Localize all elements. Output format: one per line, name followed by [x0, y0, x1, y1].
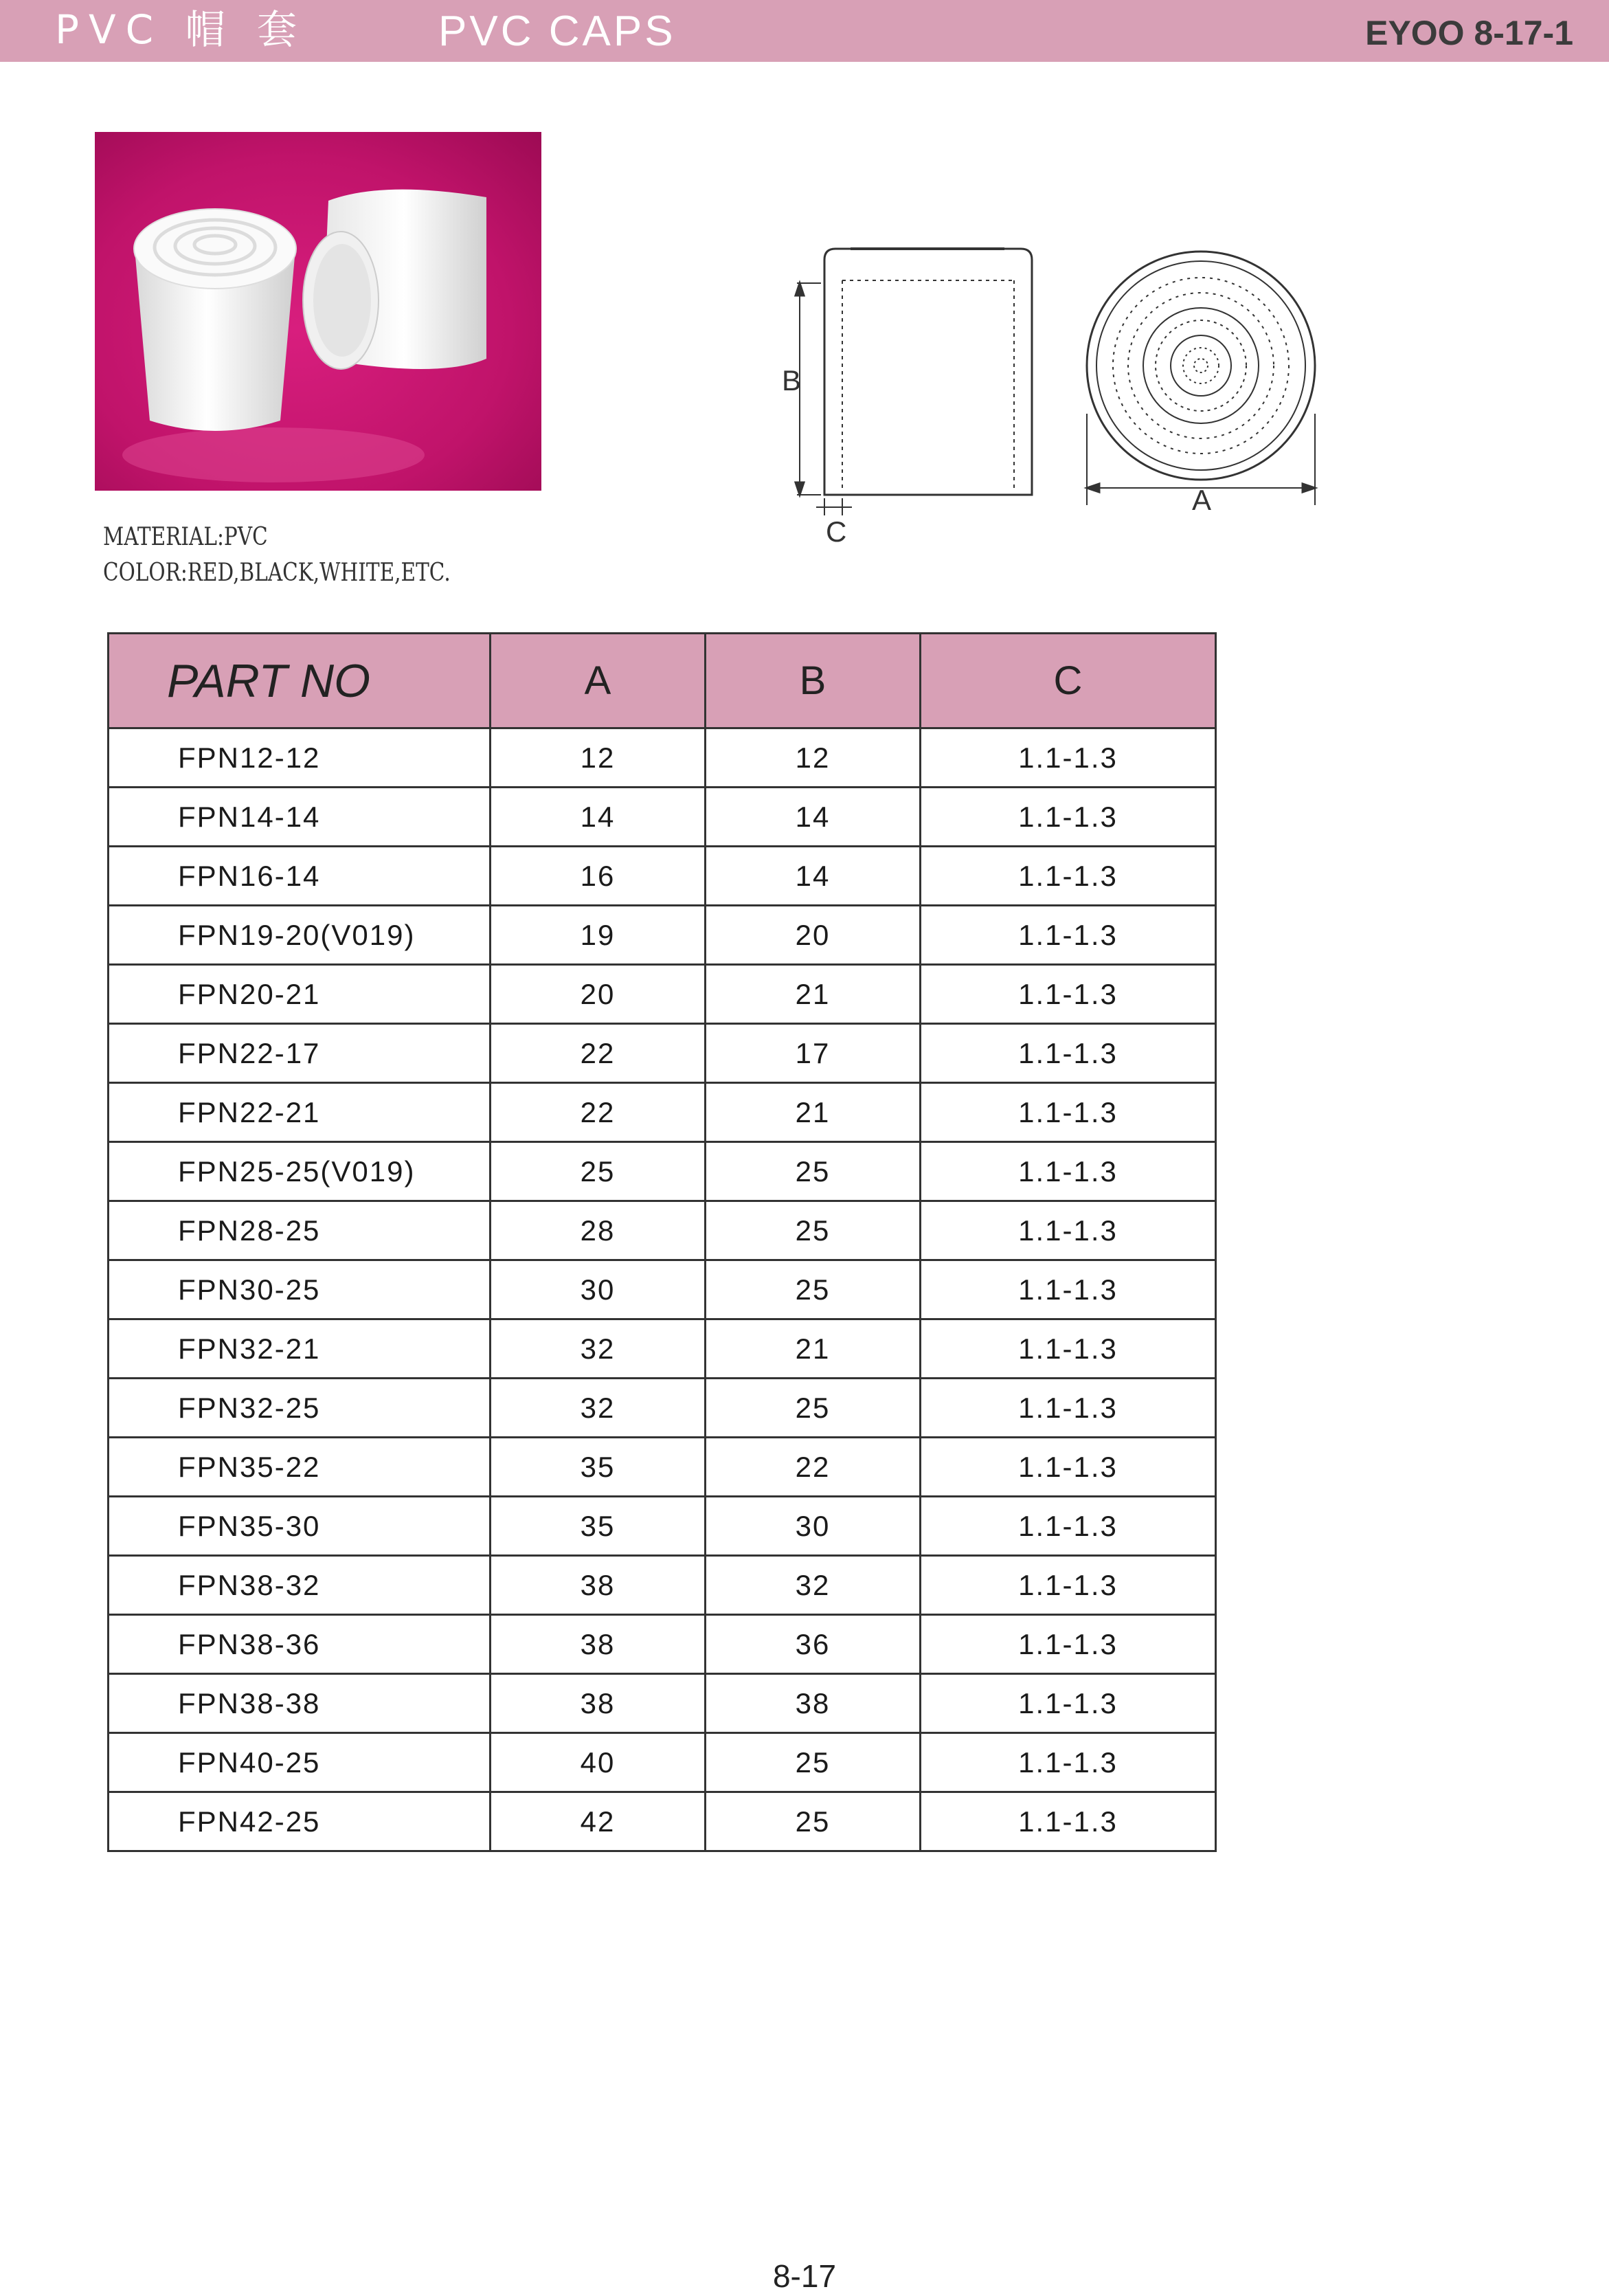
cell-a: 22: [491, 1083, 706, 1142]
cell-c: 1.1-1.3: [921, 1142, 1216, 1201]
cell-b: 38: [706, 1674, 921, 1733]
table-row: [109, 1497, 1216, 1556]
cell-c: 1.1-1.3: [921, 1674, 1216, 1733]
cell-b: 14: [706, 847, 921, 906]
technical-drawing: [756, 234, 1333, 564]
dimension-a-label: A: [1192, 484, 1212, 516]
cell-a: 32: [491, 1379, 706, 1438]
cell-a: 38: [491, 1615, 706, 1674]
cell-a: 19: [491, 906, 706, 965]
table-row: [109, 728, 1216, 788]
top-view: [1087, 252, 1315, 505]
spec-table: [107, 632, 1217, 1852]
cell-a: 28: [491, 1201, 706, 1260]
cell-c: 1.1-1.3: [921, 1319, 1216, 1379]
cell-part-no: FPN28-25: [109, 1201, 491, 1260]
color-line: COLOR:RED,BLACK,WHITE,ETC.: [103, 559, 451, 587]
cell-part-no: FPN22-21: [109, 1083, 491, 1142]
cell-part-no: FPN32-25: [109, 1379, 491, 1438]
cell-c: 1.1-1.3: [921, 1556, 1216, 1615]
catalog-code: EYOO 8-17-1: [1365, 14, 1573, 52]
cell-b: 22: [706, 1438, 921, 1497]
cell-a: 35: [491, 1497, 706, 1556]
header-c: C: [921, 634, 1216, 728]
cell-b: 36: [706, 1615, 921, 1674]
table-row: [109, 1674, 1216, 1733]
cell-part-no: FPN38-36: [109, 1615, 491, 1674]
cell-b: 30: [706, 1497, 921, 1556]
cell-a: 42: [491, 1792, 706, 1851]
cell-c: 1.1-1.3: [921, 1379, 1216, 1438]
cell-b: 25: [706, 1379, 921, 1438]
floor-reflection: [122, 427, 425, 482]
cell-part-no: FPN35-22: [109, 1438, 491, 1497]
cell-a: 30: [491, 1260, 706, 1319]
header-part-no: PART NO: [109, 634, 491, 728]
table-row: [109, 1319, 1216, 1379]
cell-b: 14: [706, 788, 921, 847]
cell-a: 35: [491, 1438, 706, 1497]
cell-part-no: FPN30-25: [109, 1260, 491, 1319]
table-row: [109, 1083, 1216, 1142]
cell-c: 1.1-1.3: [921, 1201, 1216, 1260]
cell-part-no: FPN20-21: [109, 965, 491, 1024]
table-row: [109, 1260, 1216, 1319]
cell-part-no: FPN19-20(V019): [109, 906, 491, 965]
cell-a: 20: [491, 965, 706, 1024]
open-cap: [303, 190, 486, 369]
material-info: [103, 520, 451, 591]
table-header-row: [109, 634, 1216, 728]
cell-a: 12: [491, 728, 706, 788]
cell-c: 1.1-1.3: [921, 1792, 1216, 1851]
cell-b: 21: [706, 1319, 921, 1379]
header-bar: [0, 0, 1609, 62]
table-row: [109, 1379, 1216, 1438]
page-number: 8-17: [772, 2258, 837, 2294]
cell-c: 1.1-1.3: [921, 1615, 1216, 1674]
cell-b: 25: [706, 1792, 921, 1851]
cell-part-no: FPN38-38: [109, 1674, 491, 1733]
table-row: [109, 1556, 1216, 1615]
cell-c: 1.1-1.3: [921, 1497, 1216, 1556]
cell-a: 38: [491, 1674, 706, 1733]
table-row: [109, 1438, 1216, 1497]
closed-cap: [134, 209, 296, 431]
cell-b: 21: [706, 965, 921, 1024]
cell-part-no: FPN12-12: [109, 728, 491, 788]
cell-b: 25: [706, 1201, 921, 1260]
cell-c: 1.1-1.3: [921, 1438, 1216, 1497]
cell-b: 25: [706, 1260, 921, 1319]
cell-c: 1.1-1.3: [921, 965, 1216, 1024]
table-row: [109, 847, 1216, 906]
table-row: [109, 1792, 1216, 1851]
cell-a: 16: [491, 847, 706, 906]
cell-c: 1.1-1.3: [921, 1024, 1216, 1083]
side-view: [796, 249, 1032, 515]
table-row: [109, 1733, 1216, 1792]
cell-b: 25: [706, 1733, 921, 1792]
header-title-cn: PVC 帽 套: [55, 6, 307, 53]
cell-b: 17: [706, 1024, 921, 1083]
cell-c: 1.1-1.3: [921, 1260, 1216, 1319]
product-photo: [95, 132, 541, 491]
table-row: [109, 788, 1216, 847]
table-row: [109, 906, 1216, 965]
cell-b: 32: [706, 1556, 921, 1615]
cell-c: 1.1-1.3: [921, 906, 1216, 965]
cell-c: 1.1-1.3: [921, 1733, 1216, 1792]
cell-part-no: FPN38-32: [109, 1556, 491, 1615]
table-row: [109, 1024, 1216, 1083]
cell-part-no: FPN32-21: [109, 1319, 491, 1379]
table-row: [109, 1142, 1216, 1201]
dimension-c-label: C: [826, 515, 847, 548]
cell-part-no: FPN22-17: [109, 1024, 491, 1083]
cell-part-no: FPN35-30: [109, 1497, 491, 1556]
cell-a: 32: [491, 1319, 706, 1379]
cell-b: 25: [706, 1142, 921, 1201]
cell-b: 20: [706, 906, 921, 965]
cell-a: 22: [491, 1024, 706, 1083]
table-row: [109, 1615, 1216, 1674]
material-line: MATERIAL:PVC: [103, 523, 268, 551]
cell-part-no: FPN14-14: [109, 788, 491, 847]
header-title-en: PVC CAPS: [438, 8, 676, 55]
cell-a: 14: [491, 788, 706, 847]
cell-a: 38: [491, 1556, 706, 1615]
header-a: A: [491, 634, 706, 728]
cell-part-no: FPN42-25: [109, 1792, 491, 1851]
cell-part-no: FPN25-25(V019): [109, 1142, 491, 1201]
dimension-b-label: B: [782, 364, 802, 397]
cell-c: 1.1-1.3: [921, 728, 1216, 788]
cell-part-no: FPN40-25: [109, 1733, 491, 1792]
table-row: [109, 1201, 1216, 1260]
cell-c: 1.1-1.3: [921, 847, 1216, 906]
cell-b: 21: [706, 1083, 921, 1142]
cell-c: 1.1-1.3: [921, 1083, 1216, 1142]
cell-b: 12: [706, 728, 921, 788]
table-row: [109, 965, 1216, 1024]
cell-part-no: FPN16-14: [109, 847, 491, 906]
cell-a: 40: [491, 1733, 706, 1792]
cell-a: 25: [491, 1142, 706, 1201]
cell-c: 1.1-1.3: [921, 788, 1216, 847]
header-b: B: [706, 634, 921, 728]
